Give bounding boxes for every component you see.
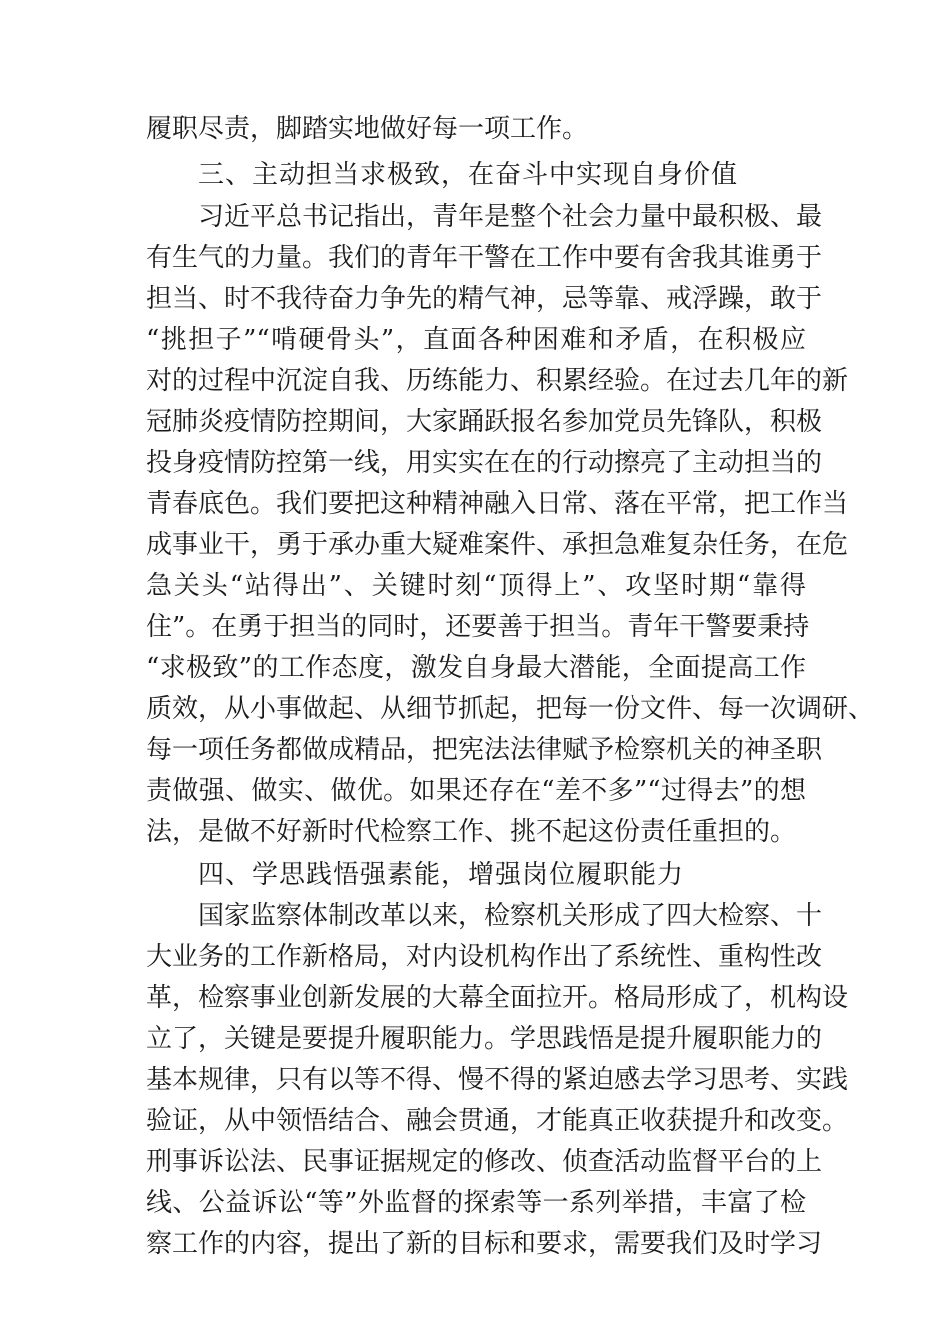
paragraph-3-line: 急关头“站得出”、关键时刻“顶得上”、攻坚时期“靠得 (146, 571, 806, 601)
paragraph-3-line: 住”。在勇于担当的同时，还要善于担当。青年干警要秉持 (146, 612, 810, 642)
paragraph-3-line: 对的过程中沉淀自我、历练能力、积累经验。在过去几年的新 (146, 366, 849, 396)
paragraph-3-line: 责做强、做实、做优。如果还存在“差不多”“过得去”的想 (146, 776, 806, 806)
paragraph-3-line: 担当、时不我待奋力争先的精气神，忌等靠、戒浮躁，敢于 (146, 284, 823, 314)
paragraph-3-line: “求极致”的工作态度，激发自身最大潜能，全面提高工作 (146, 653, 806, 683)
paragraph-4-line: 国家监察体制改革以来，检察机关形成了四大检察、十 (198, 901, 823, 931)
paragraph-4-line: 察工作的内容，提出了新的目标和要求，需要我们及时学习 (146, 1229, 823, 1259)
paragraph-4-line: 线、公益诉讼“等”外监督的探索等一系列举措，丰富了检 (146, 1188, 806, 1218)
paragraph-4-line: 基本规律，只有以等不得、慢不得的紧迫感去学习思考、实践 (146, 1065, 849, 1095)
paragraph-4-line: 大业务的工作新格局，对内设机构作出了系统性、重构性改 (146, 942, 823, 972)
paragraph-3-line: 习近平总书记指出，青年是整个社会力量中最积极、最 (198, 202, 823, 232)
paragraph-3-line: 法，是做不好新时代检察工作、挑不起这份责任重担的。 (146, 817, 797, 847)
paragraph-3-line: 青春底色。我们要把这种精神融入日常、落在平常，把工作当 (146, 489, 849, 519)
section-heading-4: 四、学思践悟强素能，增强岗位履职能力 (198, 860, 685, 890)
paragraph-3-line: “挑担子”“啃硬骨头”，直面各种困难和矛盾，在积极应 (146, 325, 806, 355)
paragraph-3-line: 成事业干，勇于承办重大疑难案件、承担急难复杂任务，在危 (146, 530, 849, 560)
paragraph-4-line: 刑事诉讼法、民事证据规定的修改、侦查活动监督平台的上 (146, 1147, 823, 1177)
paragraph-4-line: 革，检察事业创新发展的大幕全面拉开。格局形成了，机构设 (146, 983, 849, 1013)
paragraph-3-line: 每一项任务都做成精品，把宪法法律赋予检察机关的神圣职 (146, 735, 823, 765)
paragraph-3-line: 质效，从小事做起、从细节抓起，把每一份文件、每一次调研、 (146, 694, 875, 724)
paragraph-3-line: 冠肺炎疫情防控期间，大家踊跃报名参加党员先锋队，积极 (146, 407, 823, 437)
paragraph-4-line: 立了，关键是要提升履职能力。学思践悟是提升履职能力的 (146, 1024, 823, 1054)
paragraph-4-line: 验证，从中领悟结合、融会贯通，才能真正收获提升和改变。 (146, 1106, 849, 1136)
paragraph-intro-line: 履职尽责，脚踏实地做好每一项工作。 (146, 114, 589, 144)
section-heading-3: 三、主动担当求极致，在奋斗中实现自身价值 (198, 160, 739, 190)
paragraph-3-line: 投身疫情防控第一线，用实实在在的行动擦亮了主动担当的 (146, 448, 823, 478)
paragraph-3-line: 有生气的力量。我们的青年干警在工作中要有舍我其谁勇于 (146, 243, 823, 273)
